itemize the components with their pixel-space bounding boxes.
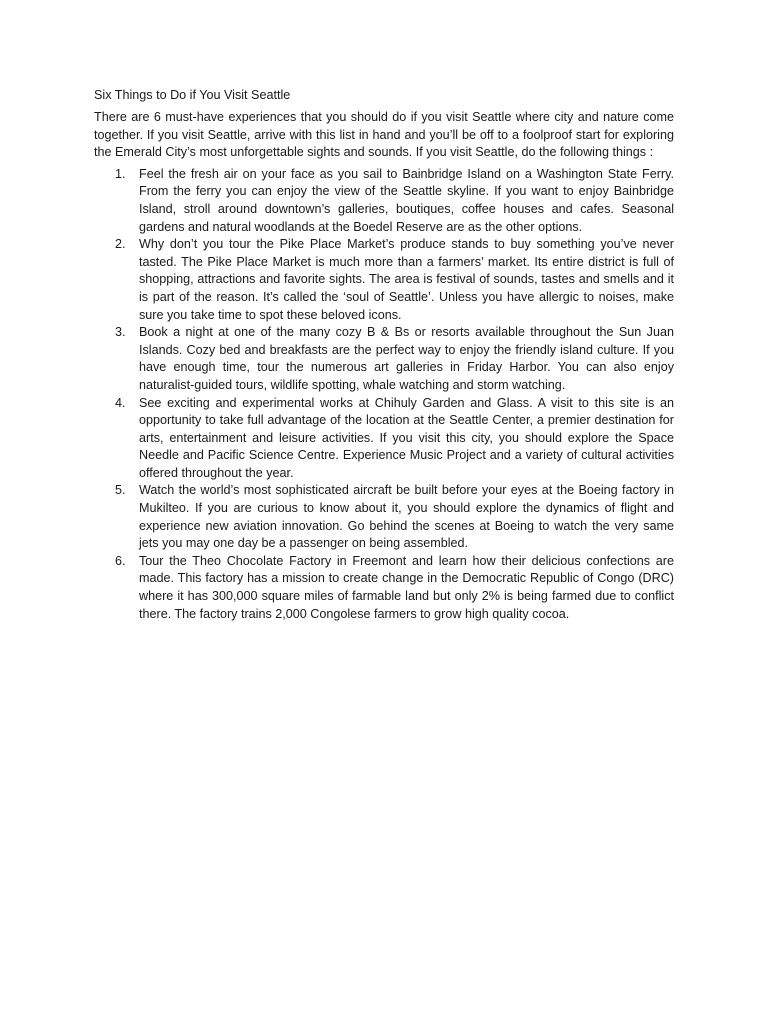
list-item <box>94 395 674 483</box>
list-item-text: See exciting and experimental works at Chihuly Garden and Glass. A visit to this site is an opportunity to take full advantage of the location at the Seattle Center, a premier destination for arts, entertainment and leisure activities. If you visit this city, you should explore the Space Needle and Pacific Science Centre. Experience Music Project and a variety of cultural activities offered throughout the year. <box>139 395 674 480</box>
list-item <box>94 236 674 324</box>
list-item <box>94 553 674 623</box>
list-item-number: 3. <box>115 325 126 340</box>
list-item-number: 5. <box>115 483 126 498</box>
list-item-number: 1. <box>115 166 126 181</box>
document-page <box>94 86 674 623</box>
list-item <box>94 166 674 236</box>
list-item-text: Why don’t you tour the Pike Place Market’s produce stands to buy something you’ve never tasted. The Pike Place Market is much more than a farmers’ market. Its entire district is full of shopping, attractions and favorite sights. The area is festival of sounds, tastes and smells and it is part of the reason. It’s called the ‘soul of Seattle’. Unless you have allergic to noises, make sure you take time to spot these beloved icons. <box>139 237 674 322</box>
intro-paragraph: There are 6 must-have experiences that you should do if you visit Seattle where city and nature come together. If you visit Seattle, arrive with this list in hand and you’ll be off to a foolproof start for exploring the Emerald City’s most unforgettable sights and sounds. If you visit Seattle, do the following things : <box>94 110 674 160</box>
list-item-text: Feel the fresh air on your face as you sail to Bainbridge Island on a Washington State Ferry. From the ferry you can enjoy the view of the Seattle skyline. If you want to enjoy Bainbridge Island, stroll around downtown’s galleries, boutiques, coffee houses and cafes. Seasonal gardens and natural woodlands at the Boedel Reserve are as the other options. <box>139 166 674 234</box>
things-list <box>94 166 674 623</box>
list-item-text: Tour the Theo Chocolate Factory in Freemont and learn how their delicious confections are made. This factory has a mission to create change in the Democratic Republic of Congo (DRC) where it has 300,000 square miles of farmable land but only 2% is being farmed due to conflict there. The factory trains 2,000 Congolese farmers to grow high quality cocoa. <box>139 553 674 621</box>
list-item <box>94 324 674 394</box>
list-item <box>94 482 674 552</box>
list-item-number: 2. <box>115 237 126 252</box>
list-item-text: Watch the world’s most sophisticated aircraft be built before your eyes at the Boeing factory in Mukilteo. If you are curious to know about it, you should explore the dynamics of flight and experience new aviation innovation. Go behind the scenes at Boeing to watch the very same jets you may one day be a passenger on being assembled. <box>139 483 674 551</box>
list-item-number: 4. <box>115 395 126 410</box>
list-item-text: Book a night at one of the many cozy B & Bs or resorts available throughout the Sun Juan Islands. Cozy bed and breakfasts are the perfect way to enjoy the friendly island culture. If you have enough time, tour the numerous art galleries in Friday Harbor. You can also enjoy naturalist-guided tours, wildlife spotting, whale watching and storm watching. <box>139 325 674 392</box>
document-title: Six Things to Do if You Visit Seattle <box>94 88 291 102</box>
list-item-number: 6. <box>115 553 126 568</box>
